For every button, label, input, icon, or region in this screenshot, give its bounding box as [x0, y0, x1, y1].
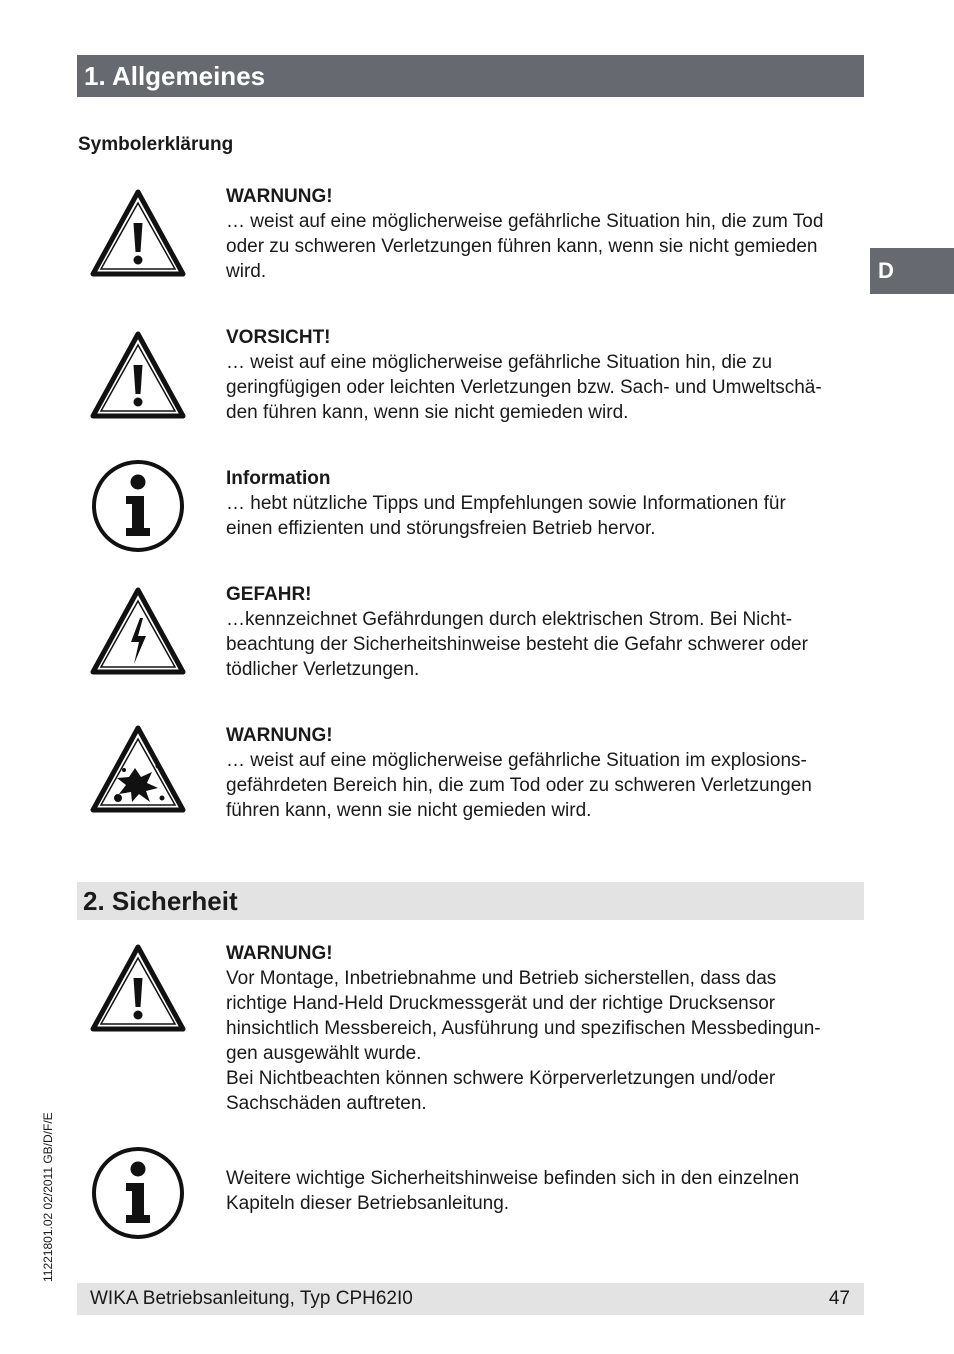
section-2-heading: 2. Sicherheit: [77, 882, 864, 920]
footer-title: WIKA Betriebsanleitung, Typ CPH62I0: [90, 1288, 413, 1309]
entry-line: beachtung der Sicherheitshinweise besteht die Gefahr schwerer oder: [226, 634, 808, 655]
information-icon: [88, 1145, 188, 1241]
document-code: 11221801.02 02/2011 GB/D/F/E: [41, 1112, 55, 1282]
section-1-heading: 1. Allgemeines: [77, 55, 864, 97]
entry-line: Kapiteln dieser Betriebsanleitung.: [226, 1193, 510, 1214]
entry-line: Weitere wichtige Sicherheitshinweise befinden sich in den einzelnen: [226, 1168, 800, 1189]
entry-line: gen ausgewählt wurde.: [226, 1043, 422, 1064]
entry-line: … hebt nützliche Tipps und Empfehlungen sowie Informationen für: [226, 493, 786, 514]
warning-triangle-icon: [88, 941, 188, 1037]
entry-line: den führen kann, wenn sie nicht gemieden wird.: [226, 402, 629, 423]
entry-line: oder zu schweren Verletzungen führen kann, wenn sie nicht gemieden: [226, 236, 818, 257]
entry-title: GEFAHR!: [226, 584, 312, 605]
entry-title: VORSICHT!: [226, 327, 331, 348]
entry-title: WARNUNG!: [226, 186, 333, 207]
warning-entry: [226, 184, 866, 284]
danger-entry: [226, 582, 866, 682]
entry-line: … weist auf eine möglicherweise gefährliche Situation hin, die zu: [226, 352, 773, 373]
page-footer: [77, 1283, 864, 1315]
entry-title: WARNUNG!: [226, 943, 333, 964]
information-icon: [88, 458, 188, 554]
page-number: 47: [828, 1288, 850, 1309]
caution-triangle-icon: [88, 328, 188, 424]
entry-line: … weist auf eine möglicherweise gefährliche Situation hin, die zum Tod: [226, 211, 824, 232]
entry-line: richtige Hand-Held Druckmessgerät und der richtige Drucksensor: [226, 993, 776, 1014]
entry-line: einen effizienten und störungsfreien Betrieb hervor.: [226, 518, 656, 539]
electrical-hazard-icon: [88, 584, 188, 680]
caution-entry: [226, 325, 866, 425]
entry-title: Information: [226, 468, 331, 489]
explosion-warning-entry: [226, 723, 866, 823]
entry-line: wird.: [226, 261, 267, 282]
information-entry: [226, 466, 866, 541]
language-tab: D: [870, 248, 954, 294]
entry-line: …kennzeichnet Gefährdungen durch elektrischen Strom. Bei Nicht-: [226, 609, 793, 630]
entry-line: führen kann, wenn sie nicht gemieden wird.: [226, 800, 592, 821]
entry-title: WARNUNG!: [226, 725, 333, 746]
entry-line: gefährdeten Bereich hin, die zum Tod oder zu schweren Verletzungen: [226, 775, 812, 796]
warning-triangle-icon: [88, 186, 188, 282]
entry-line: Sachschäden auftreten.: [226, 1093, 427, 1114]
symbol-explanation-heading: Symbolerklärung: [78, 134, 234, 155]
safety-warning-entry: [226, 941, 866, 1116]
entry-line: tödlicher Verletzungen.: [226, 659, 420, 680]
entry-line: Vor Montage, Inbetriebnahme und Betrieb sicherstellen, dass das: [226, 968, 777, 989]
explosion-hazard-icon: [88, 722, 188, 818]
entry-line: Bei Nichtbeachten können schwere Körperverletzungen und/oder: [226, 1068, 776, 1089]
entry-line: geringfügigen oder leichten Verletzungen bzw. Sach- und Umweltschä-: [226, 377, 822, 398]
entry-line: … weist auf eine möglicherweise gefährliche Situation im explosions-: [226, 750, 807, 771]
entry-line: hinsichtlich Messbereich, Ausführung und spezifischen Messbedingun-: [226, 1018, 821, 1039]
safety-info-entry: [226, 1166, 866, 1216]
